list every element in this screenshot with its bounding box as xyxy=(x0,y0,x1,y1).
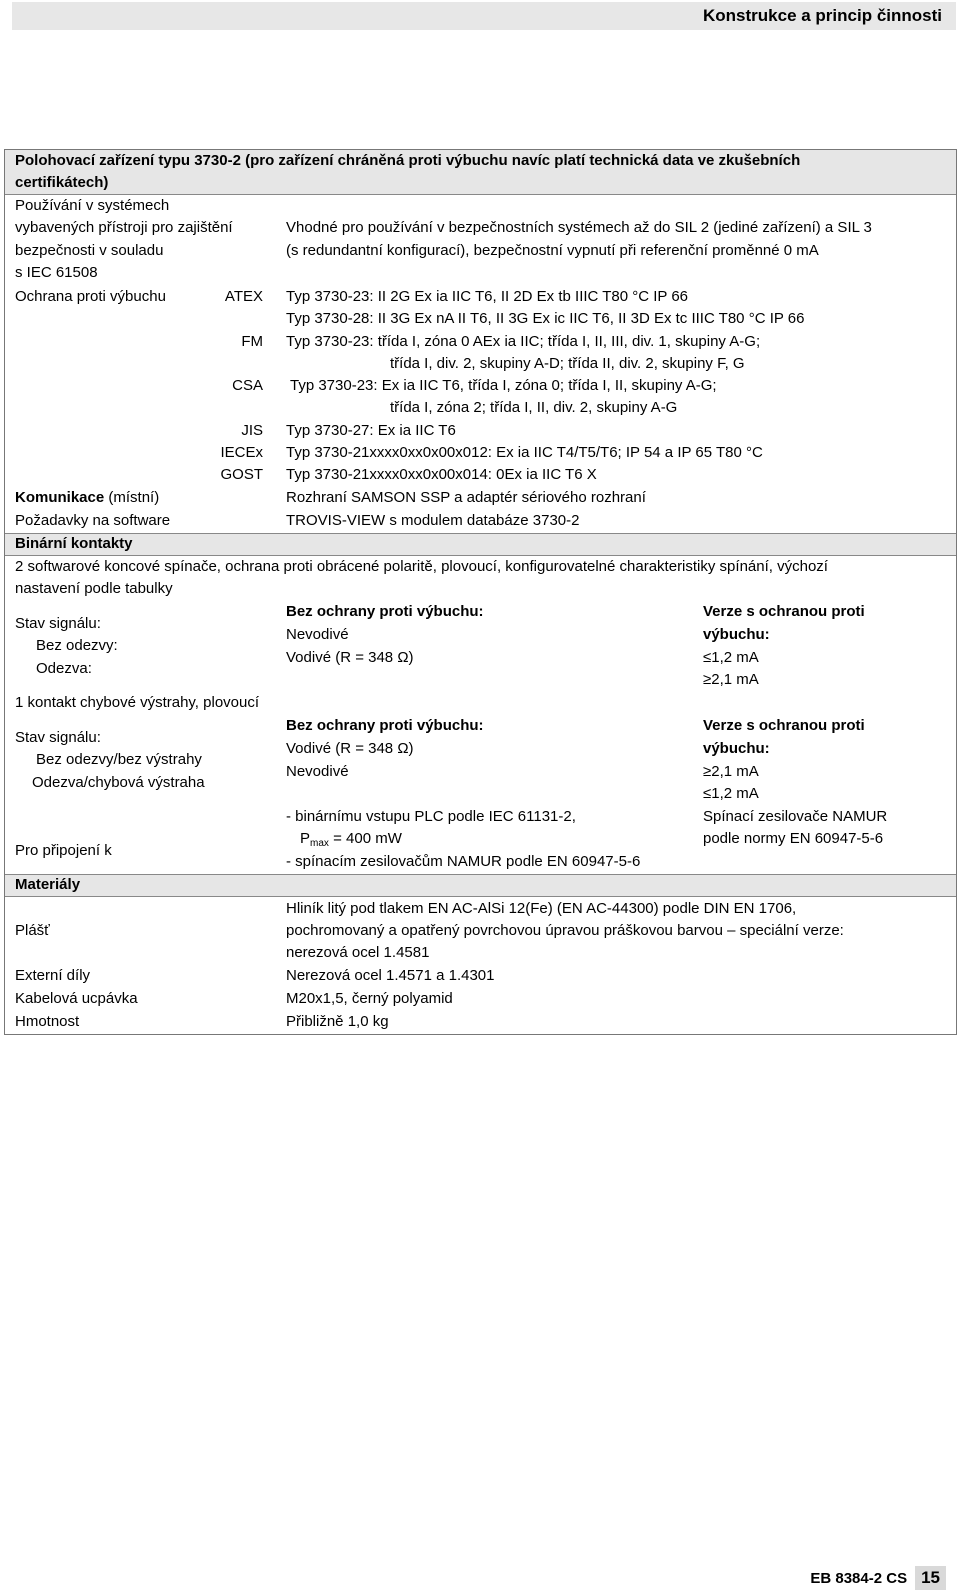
communication-value: Rozhraní SAMSON SSP a adaptér sériového rozhraní xyxy=(286,489,646,506)
atex-line2: Typ 3730-28: II 3G Ex nA II T6, II 3G Ex ic IIC T6, II 3D Ex tc IIIC T80 °C IP 66 xyxy=(286,310,805,327)
external-value: Nerezová ocel 1.4571 a 1.4301 xyxy=(286,967,495,984)
safety-label-line4: s IEC 61508 xyxy=(15,264,98,281)
group1-label-line2: Bez odezvy: xyxy=(36,637,118,654)
group2-ex-title-line1: Verze s ochranou proti xyxy=(703,717,865,734)
header-title: Konstrukce a princip činnosti xyxy=(703,6,942,25)
group1-ex-value2: ≥2,1 mA xyxy=(703,671,759,688)
safety-label-line1: Používání v systémech xyxy=(15,197,170,214)
binary-title-bg xyxy=(5,533,956,555)
safety-value-line1: Vhodné pro používání v bezpečnostních systémech až do SIL 2 (jediné zařízení) a SIL 3 xyxy=(286,219,872,236)
group2-label-line1: Stav signálu: xyxy=(15,729,101,746)
gland-label: Kabelová ucpávka xyxy=(15,990,138,1007)
communication-label-rest: (místní) xyxy=(104,489,160,506)
explosion-label: Ochrana proti výbuchu xyxy=(15,288,166,305)
divider xyxy=(5,896,956,897)
footer xyxy=(810,1563,946,1593)
group1-std-value1: Nevodivé xyxy=(286,626,349,643)
fm-label: FM xyxy=(241,333,263,350)
jis-line: Typ 3730-27: Ex ia IIC T6 xyxy=(286,422,456,439)
csa-line2: třída I, zóna 2; třída I, II, div. 2, skupiny A-G xyxy=(390,399,678,416)
group2-ex-title-line2: výbuchu: xyxy=(703,740,770,757)
communication-label xyxy=(15,487,159,510)
safety-value-line2: (s redundantní konfigurací), bezpečnostní vypnutí při referenční proměnné 0 mA xyxy=(286,242,819,259)
section-title-line1: Polohovací zařízení typu 3730-2 (pro zařízení chráněná proti výbuchu navíc platí technická data ve zkušebních xyxy=(15,152,801,169)
software-value: TROVIS-VIEW s modulem databáze 3730-2 xyxy=(286,512,580,529)
group2-label-line3: Odezva/chybová výstraha xyxy=(32,774,205,791)
group1-label-line3: Odezva: xyxy=(36,660,92,677)
communication-label-bold: Komunikace xyxy=(15,489,105,506)
group1-std-value2: Vodivé (R = 348 Ω) xyxy=(286,649,414,666)
housing-label: Plášť xyxy=(15,922,50,939)
fm-line2: třída I, div. 2, skupiny A-D; třída II, div. 2, skupiny F, G xyxy=(390,355,745,372)
atex-line1: Typ 3730-23: II 2G Ex ia IIC T6, II 2D Ex tb IIIC T80 °C IP 66 xyxy=(286,288,689,305)
gland-value: M20x1,5, černý polyamid xyxy=(286,990,453,1007)
fm-line1: Typ 3730-23: třída I, zóna 0 AEx ia IIC; třída I, II, III, div. 1, skupiny A-G; xyxy=(286,333,761,350)
binary-title: Binární kontakty xyxy=(15,535,133,552)
pmax-symbol: P xyxy=(300,830,311,847)
pmax-subscript: max xyxy=(310,838,329,849)
housing-value-line3: nerezová ocel 1.4581 xyxy=(286,944,430,961)
group2-std-title: Bez ochrany proti výbuchu: xyxy=(286,717,484,734)
connection-label: Pro připojení k xyxy=(15,842,112,859)
atex-label: ATEX xyxy=(224,288,263,305)
housing-value-line1: Hliník litý pod tlakem EN AC-AlSi 12(Fe) (EN AC-44300) podle DIN EN 1706, xyxy=(286,900,797,917)
connection-ex-line2: podle normy EN 60947-5-6 xyxy=(703,830,884,847)
binary-description-line2: nastavení podle tabulky xyxy=(15,580,173,597)
binary-description-line1: 2 softwarové koncové spínače, ochrana proti obrácené polaritě, plovoucí, konfigurovatelné charakteristiky spínání, výchozí xyxy=(15,558,828,575)
connection-std-line1: - binárnímu vstupu PLC podle IEC 61131-2, xyxy=(286,808,576,825)
jis-label: JIS xyxy=(241,422,263,439)
csa-line1: Typ 3730-23: Ex ia IIC T6, třída I, zóna 0; třída I, II, skupiny A-G; xyxy=(290,377,717,394)
group2-ex-value2: ≤1,2 mA xyxy=(703,785,759,802)
section-title-line2: certifikátech) xyxy=(15,174,109,191)
weight-label: Hmotnost xyxy=(15,1013,80,1030)
group2-std-value2: Nevodivé xyxy=(286,763,349,780)
group1-ex-title-line2: výbuchu: xyxy=(703,626,770,643)
external-label: Externí díly xyxy=(15,967,91,984)
group1-label-line1: Stav signálu: xyxy=(15,615,101,632)
divider xyxy=(5,874,956,875)
group1-ex-value1: ≤1,2 mA xyxy=(703,649,759,666)
csa-label: CSA xyxy=(232,377,263,394)
software-label: Požadavky na software xyxy=(15,512,171,529)
spec-table xyxy=(4,149,957,1035)
group2-ex-value1: ≥2,1 mA xyxy=(703,763,759,780)
pmax-value: = 400 mW xyxy=(328,830,402,847)
fault-contact-label: 1 kontakt chybové výstrahy, plovoucí xyxy=(15,694,260,711)
iecex-line: Typ 3730-21xxxx0xx0x00x012: Ex ia IIC T4/T5/T6; IP 54 a IP 65 T80 °C xyxy=(286,444,763,461)
group1-ex-title-line1: Verze s ochranou proti xyxy=(703,603,865,620)
gost-label: GOST xyxy=(220,466,263,483)
materials-title: Materiály xyxy=(15,876,81,893)
safety-label-line3: bezpečnosti v souladu xyxy=(15,242,164,259)
header-bar xyxy=(12,2,956,30)
iecex-label: IECEx xyxy=(220,444,263,461)
footer-page-number: 15 xyxy=(915,1566,946,1590)
weight-value: Přibližně 1,0 kg xyxy=(286,1013,389,1030)
group1-std-title: Bez ochrany proti výbuchu: xyxy=(286,603,484,620)
connection-std-line3: - spínacím zesilovačům NAMUR podle EN 60947-5-6 xyxy=(286,853,641,870)
connection-ex-line1: Spínací zesilovače NAMUR xyxy=(703,808,888,825)
gost-line: Typ 3730-21xxxx0xx0x00x014: 0Ex ia IIC T6 X xyxy=(286,466,597,483)
safety-label-line2: vybavených přístroji pro zajištění xyxy=(15,219,233,236)
footer-doc-code: EB 8384-2 CS xyxy=(810,1569,908,1587)
housing-value-line2: pochromovaný a opatřený povrchovou úpravou práškovou barvou – speciální verze: xyxy=(286,922,844,939)
divider xyxy=(5,533,956,534)
group2-label-line2: Bez odezvy/bez výstrahy xyxy=(36,751,202,768)
group2-std-value1: Vodivé (R = 348 Ω) xyxy=(286,740,414,757)
materials-title-bg xyxy=(5,874,956,896)
